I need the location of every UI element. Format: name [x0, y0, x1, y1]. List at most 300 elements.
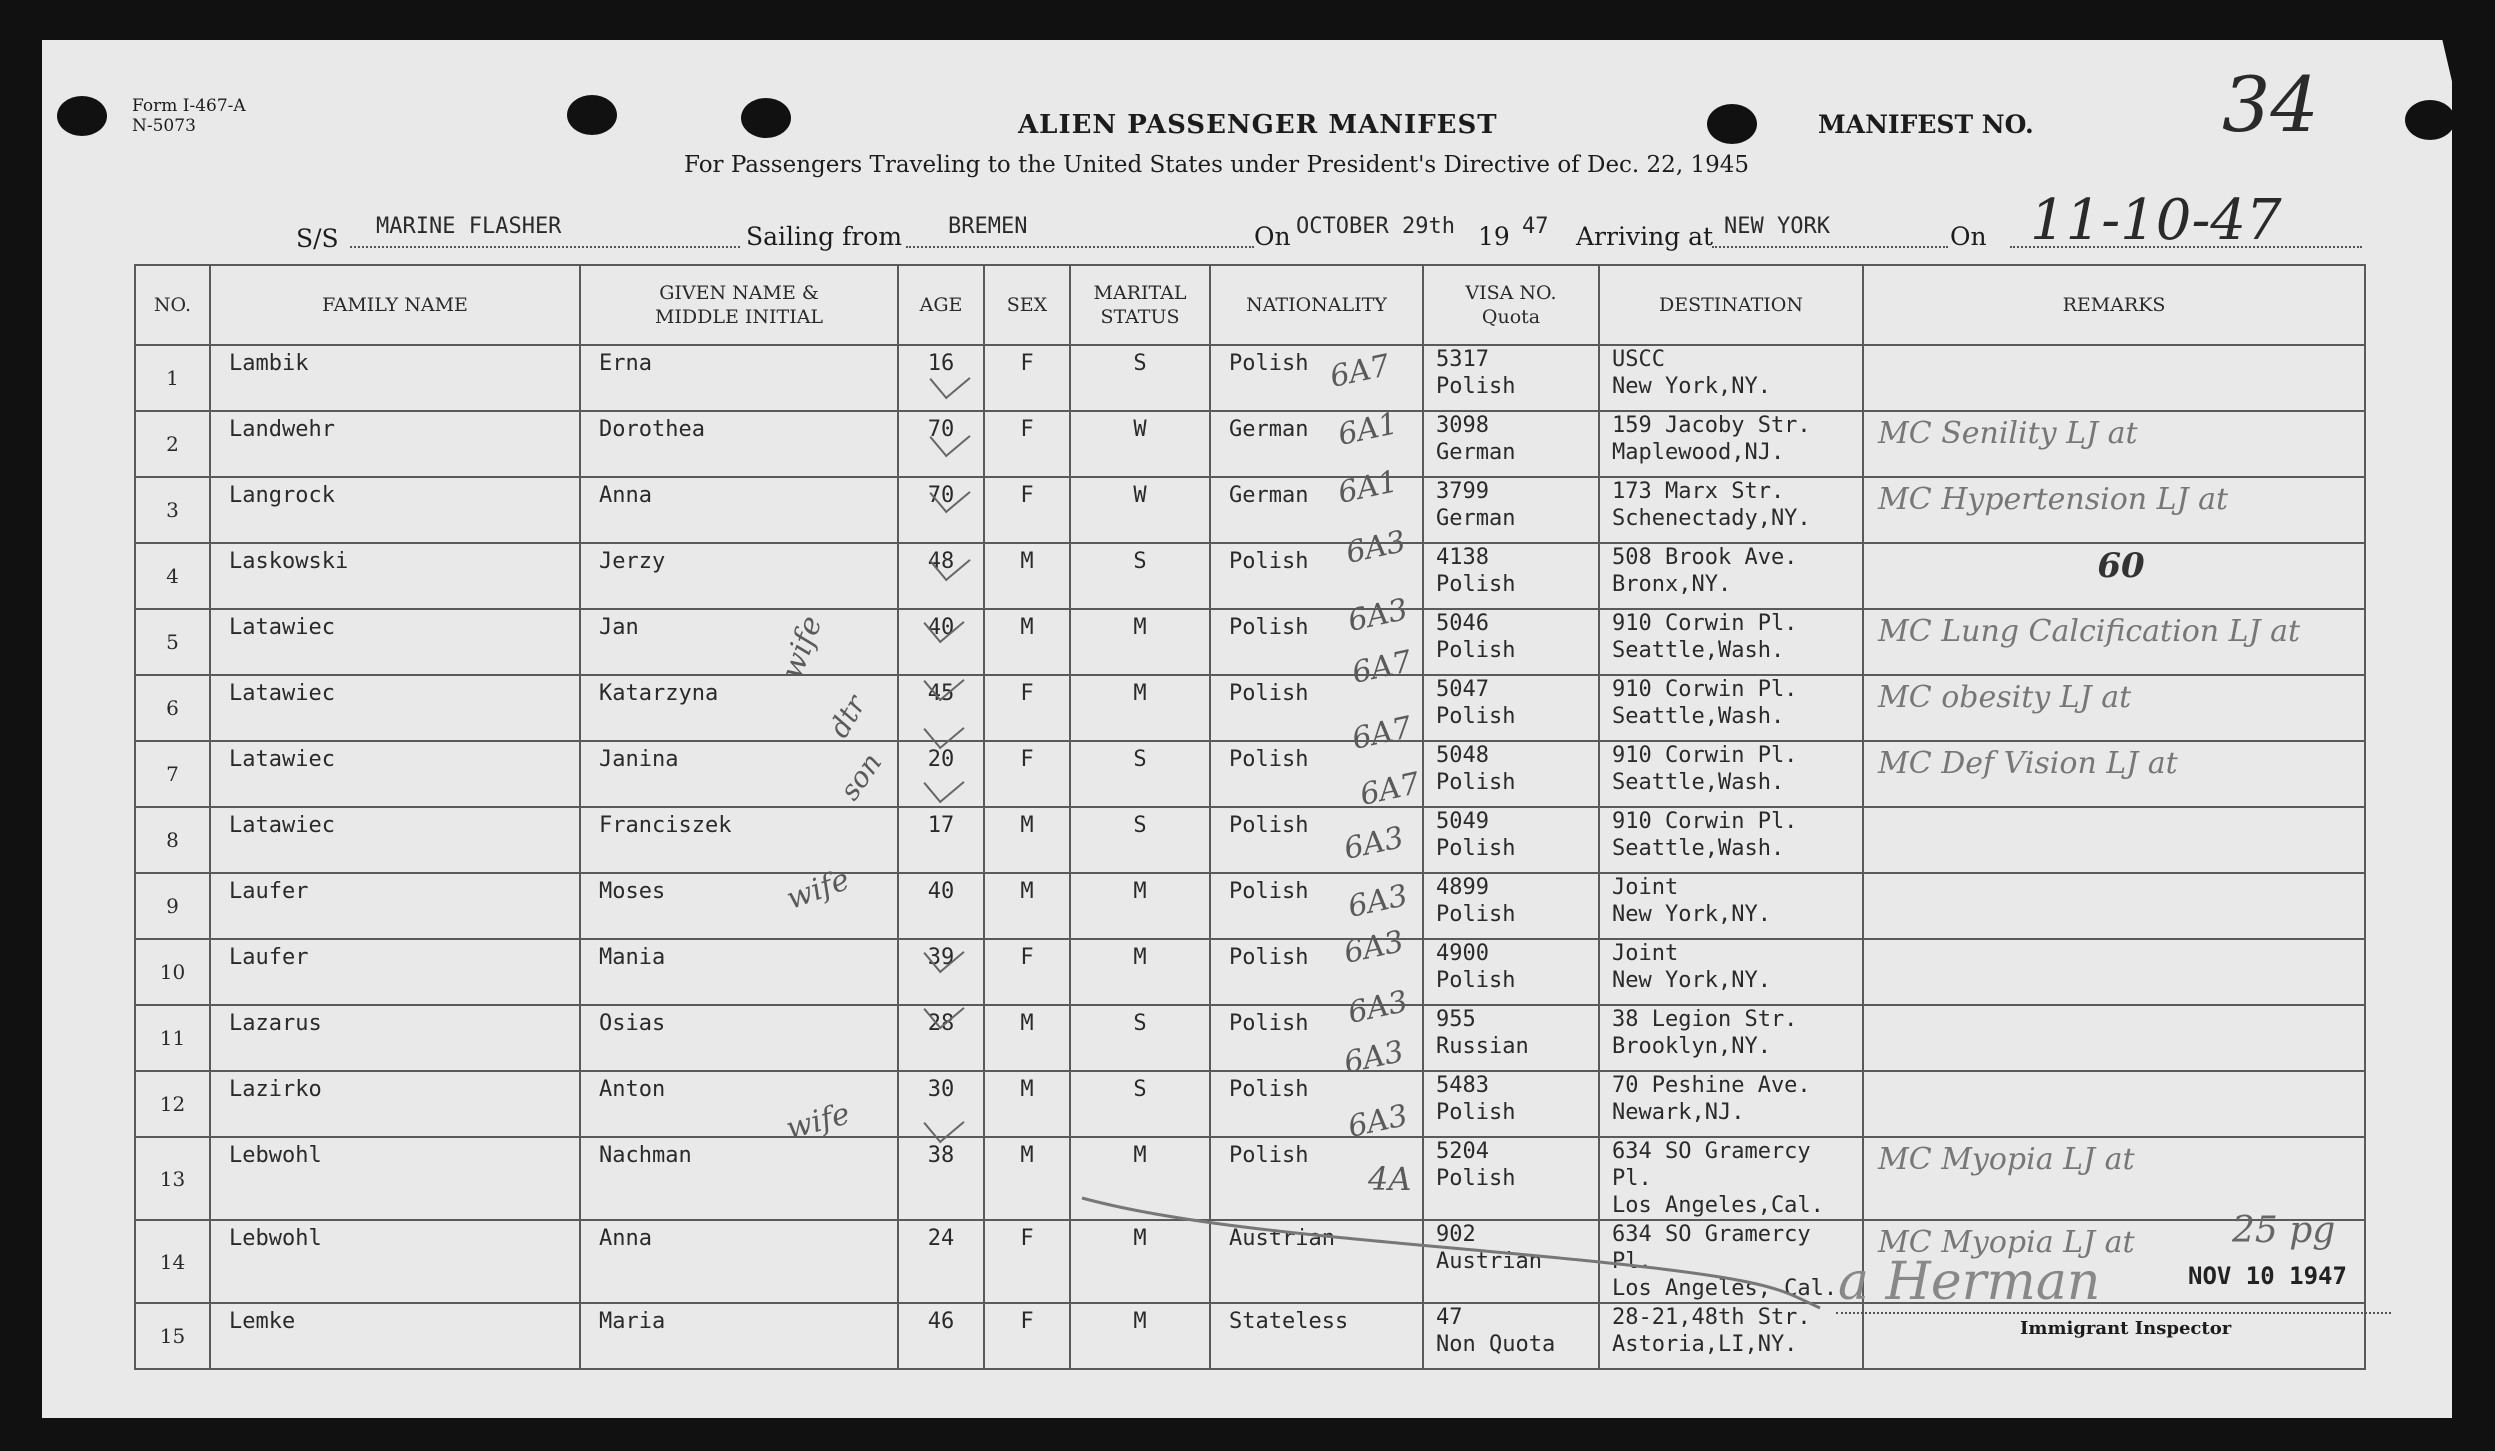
given-name: Nachman — [599, 1143, 692, 1168]
cell-marital-status — [1070, 411, 1210, 477]
visa-quota: German — [1436, 506, 1516, 531]
destination-line-1: Joint — [1612, 875, 1679, 900]
family-name: Lazirko — [229, 1077, 322, 1102]
table-row — [135, 543, 2365, 609]
cell-no — [135, 1303, 210, 1369]
cell-sex — [984, 939, 1070, 1005]
age: 16 — [927, 351, 955, 376]
destination-line-1: 508 Brook Ave. — [1612, 545, 1798, 570]
cell-age — [898, 807, 984, 873]
family-name: Lebwohl — [229, 1143, 322, 1168]
nationality: Polish — [1229, 681, 1309, 706]
age: 45 — [927, 681, 955, 706]
age: 40 — [927, 615, 955, 640]
destination-line-2: Newark,NJ. — [1612, 1100, 1745, 1125]
cell-sex — [984, 543, 1070, 609]
sailing-year: 47 — [1522, 214, 1549, 239]
family-name: Landwehr — [229, 417, 335, 442]
destination-line-2: Los Angeles, Cal. — [1612, 1276, 1838, 1301]
visa-class-mark: 6A3 — [1345, 984, 1411, 1031]
visa-quota: Polish — [1436, 638, 1516, 663]
cell-remarks — [1863, 477, 2365, 543]
cell-marital-status — [1070, 345, 1210, 411]
cell-given-name — [580, 1303, 898, 1369]
sailing-from: BREMEN — [948, 214, 1028, 239]
cell-sex — [984, 477, 1070, 543]
family-name: Latawiec — [229, 681, 335, 706]
punch-hole — [57, 96, 107, 136]
form-number: Form I-467-A — [132, 96, 246, 116]
visa-quota: German — [1436, 440, 1516, 465]
cell-marital-status — [1070, 543, 1210, 609]
cell-remarks — [1863, 873, 2365, 939]
manifest-label: MANIFEST NO. — [1818, 110, 2034, 139]
ship-name: MARINE FLASHER — [376, 214, 562, 239]
visa-number: 5049 — [1436, 809, 1489, 834]
visa-number: 902 — [1436, 1222, 1476, 1247]
arrival-underline — [2010, 246, 2362, 248]
marital-status: S — [1133, 1011, 1147, 1036]
visa-quota: Polish — [1436, 902, 1516, 927]
cell-family-name — [210, 1220, 580, 1303]
cell-family-name — [210, 609, 580, 675]
age: 30 — [927, 1077, 955, 1102]
table-row — [135, 939, 2365, 1005]
punch-hole — [2405, 100, 2455, 140]
cell-family-name — [210, 345, 580, 411]
visa-quota: Polish — [1436, 1166, 1516, 1191]
nationality: German — [1229, 483, 1309, 508]
row-number: 5 — [166, 630, 179, 654]
cell-family-name — [210, 1071, 580, 1137]
col-header-nationality: NATIONALITY — [1210, 265, 1423, 345]
nationality: Polish — [1229, 615, 1309, 640]
medical-remark: MC Def Vision LJ at — [1878, 746, 2178, 781]
row-number: 1 — [166, 366, 179, 390]
cell-visa — [1423, 477, 1599, 543]
sex: F — [1020, 351, 1034, 376]
row-number: 6 — [166, 696, 179, 720]
visa-class-mark: 6A1 — [1335, 406, 1401, 453]
row-number: 11 — [159, 1026, 186, 1050]
given-name: Franciszek — [599, 813, 732, 838]
visa-class-mark: 6A3 — [1341, 924, 1407, 971]
cell-visa — [1423, 1071, 1599, 1137]
destination-line-1: USCC — [1612, 347, 1665, 372]
family-name: Laufer — [229, 879, 309, 904]
cell-sex — [984, 1303, 1070, 1369]
arriving-at: NEW YORK — [1724, 214, 1830, 239]
visa-quota: Austrian — [1436, 1249, 1542, 1274]
cell-no — [135, 543, 210, 609]
signature-line — [1836, 1312, 2391, 1314]
visa-class-mark: 6A7 — [1357, 766, 1423, 813]
cell-family-name — [210, 477, 580, 543]
cell-family-name — [210, 675, 580, 741]
cell-given-name — [580, 609, 898, 675]
family-name: Lambik — [229, 351, 309, 376]
relation-note: dtr — [822, 689, 873, 744]
nationality: Polish — [1229, 351, 1309, 376]
family-name: Lebwohl — [229, 1226, 322, 1251]
year-prefix: 19 — [1478, 222, 1510, 251]
destination-line-1: 910 Corwin Pl. — [1612, 611, 1798, 636]
cell-visa — [1423, 741, 1599, 807]
medical-remark: MC obesity LJ at — [1878, 680, 2132, 715]
date-stamp: NOV 10 1947 — [2188, 1262, 2347, 1290]
table-row — [135, 477, 2365, 543]
given-name: Maria — [599, 1309, 666, 1334]
relation-note: wife — [781, 862, 855, 917]
cell-no — [135, 411, 210, 477]
visa-class-mark: 6A7 — [1349, 644, 1415, 691]
age: 40 — [927, 879, 955, 904]
cell-marital-status — [1070, 1005, 1210, 1071]
nationality: Polish — [1229, 1143, 1309, 1168]
nationality: Stateless — [1229, 1309, 1349, 1334]
marital-status: W — [1133, 417, 1147, 442]
medical-remark: MC Hypertension LJ at — [1878, 482, 2229, 517]
visa-class-mark: 6A3 — [1345, 878, 1411, 925]
cell-destination — [1599, 741, 1863, 807]
cell-no — [135, 609, 210, 675]
manifest-number: 34 — [2222, 60, 2319, 149]
medical-remark: MC Myopia LJ at — [1878, 1142, 2135, 1177]
cell-family-name — [210, 1005, 580, 1071]
sex: M — [1020, 1077, 1034, 1102]
cell-given-name — [580, 873, 898, 939]
sex: M — [1020, 879, 1034, 904]
visa-quota: Polish — [1436, 836, 1516, 861]
marital-status: S — [1133, 549, 1147, 574]
visa-number: 3098 — [1436, 413, 1489, 438]
cell-visa — [1423, 873, 1599, 939]
cell-given-name — [580, 411, 898, 477]
relation-note: wife — [774, 611, 830, 684]
destination-line-2: Los Angeles,Cal. — [1612, 1193, 1824, 1218]
cell-family-name — [210, 1137, 580, 1220]
cell-no — [135, 1137, 210, 1220]
marital-status: S — [1133, 813, 1147, 838]
marital-status: M — [1133, 1143, 1147, 1168]
cell-sex — [984, 1137, 1070, 1220]
visa-number: 5483 — [1436, 1073, 1489, 1098]
age: 17 — [927, 813, 955, 838]
row-number: 9 — [166, 894, 179, 918]
family-name: Latawiec — [229, 615, 335, 640]
cell-remarks — [1863, 1137, 2365, 1220]
age: 70 — [927, 417, 955, 442]
medical-remark: MC Lung Calcification LJ at — [1878, 614, 2301, 649]
nationality: Austrian — [1229, 1226, 1335, 1251]
cell-sex — [984, 675, 1070, 741]
nationality: Polish — [1229, 549, 1309, 574]
cell-family-name — [210, 1303, 580, 1369]
sex: F — [1020, 417, 1034, 442]
cell-remarks — [1863, 345, 2365, 411]
cell-visa — [1423, 675, 1599, 741]
row-number: 8 — [166, 828, 179, 852]
col-header-destination: DESTINATION — [1599, 265, 1863, 345]
cell-remarks — [1863, 609, 2365, 675]
visa-class-mark: 6A3 — [1341, 820, 1407, 867]
cell-no — [135, 741, 210, 807]
cell-remarks — [1863, 939, 2365, 1005]
cell-visa — [1423, 609, 1599, 675]
cell-sex — [984, 1005, 1070, 1071]
visa-class-mark: 6A3 — [1341, 1034, 1407, 1081]
cell-no — [135, 345, 210, 411]
table-row — [135, 741, 2365, 807]
cell-marital-status — [1070, 675, 1210, 741]
cell-marital-status — [1070, 477, 1210, 543]
visa-number: 5047 — [1436, 677, 1489, 702]
sailing-underline — [906, 246, 1254, 248]
table-row — [135, 411, 2365, 477]
cell-destination — [1599, 873, 1863, 939]
visa-class-mark: 6A3 — [1345, 592, 1411, 639]
visa-number: 5048 — [1436, 743, 1489, 768]
table-row — [135, 807, 2365, 873]
col-header-age: AGE — [898, 265, 984, 345]
visa-quota: Polish — [1436, 770, 1516, 795]
destination-line-1: 70 Peshine Ave. — [1612, 1073, 1811, 1098]
given-name: Anna — [599, 483, 652, 508]
punch-hole — [567, 95, 617, 135]
arrival-on-label: On — [1950, 222, 1987, 251]
sex: F — [1020, 681, 1034, 706]
given-name: Katarzyna — [599, 681, 719, 706]
row-number: 14 — [159, 1249, 186, 1274]
cell-visa — [1423, 939, 1599, 1005]
row-number: 10 — [159, 960, 186, 984]
visa-number: 5046 — [1436, 611, 1489, 636]
cell-destination — [1599, 1005, 1863, 1071]
destination-line-1: 159 Jacoby Str. — [1612, 413, 1811, 438]
visa-quota: Polish — [1436, 704, 1516, 729]
visa-number: 3799 — [1436, 479, 1489, 504]
marital-status: M — [1133, 1226, 1147, 1251]
cell-no — [135, 477, 210, 543]
page-count-note: 25 pg — [2232, 1210, 2336, 1251]
visa-number: 4899 — [1436, 875, 1489, 900]
cell-visa — [1423, 411, 1599, 477]
cell-age — [898, 873, 984, 939]
cell-remarks — [1863, 675, 2365, 741]
nationality: Polish — [1229, 1011, 1309, 1036]
family-name: Latawiec — [229, 747, 335, 772]
marital-status: W — [1133, 483, 1147, 508]
destination-line-1: 910 Corwin Pl. — [1612, 743, 1798, 768]
table-row — [135, 873, 2365, 939]
given-name: Jerzy — [599, 549, 666, 574]
sex: F — [1020, 1309, 1034, 1334]
visa-number: 5317 — [1436, 347, 1489, 372]
cell-destination — [1599, 939, 1863, 1005]
col-header-marital-status: MARITAL STATUS — [1070, 265, 1210, 345]
visa-quota: Polish — [1436, 572, 1516, 597]
cell-family-name — [210, 543, 580, 609]
cell-given-name — [580, 807, 898, 873]
cell-marital-status — [1070, 609, 1210, 675]
age: 46 — [927, 1309, 955, 1334]
table-row — [135, 1005, 2365, 1071]
ship-underline — [350, 246, 740, 248]
given-name: Mania — [599, 945, 666, 970]
destination-line-1: 28-21,48th Str. — [1612, 1305, 1811, 1330]
cell-destination — [1599, 1071, 1863, 1137]
age: 48 — [927, 549, 955, 574]
form-sub-number: N-5073 — [132, 116, 196, 136]
sailing-label: Sailing from — [746, 222, 903, 251]
cell-age — [898, 1220, 984, 1303]
marital-status: M — [1133, 615, 1147, 640]
given-name: Anton — [599, 1077, 666, 1102]
family-name: Lazarus — [229, 1011, 322, 1036]
row-number: 7 — [166, 762, 179, 786]
family-name: Laufer — [229, 945, 309, 970]
cell-sex — [984, 411, 1070, 477]
nationality: Polish — [1229, 879, 1309, 904]
sex: M — [1020, 615, 1034, 640]
cell-visa — [1423, 345, 1599, 411]
visa-class-mark: 6A3 — [1345, 1098, 1411, 1145]
row-number: 4 — [166, 564, 179, 588]
form-subtitle: For Passengers Traveling to the United States under President's Directive of Dec. 22, 1945 — [684, 152, 1749, 178]
visa-class-mark: 4A — [1368, 1160, 1412, 1198]
inspector-signature: a Herman — [1838, 1252, 2101, 1312]
medical-remark: MC Myopia LJ at — [1878, 1225, 2135, 1260]
cell-no — [135, 1071, 210, 1137]
destination-line-2: Astoria,LI,NY. — [1612, 1332, 1798, 1357]
cell-sex — [984, 807, 1070, 873]
cell-age — [898, 1137, 984, 1220]
age: 20 — [927, 747, 955, 772]
destination-line-2: New York,NY. — [1612, 968, 1771, 993]
sex: F — [1020, 483, 1034, 508]
inspector-label: Immigrant Inspector — [2020, 1318, 2232, 1339]
punch-hole — [741, 98, 791, 138]
age: 70 — [927, 483, 955, 508]
nationality: Polish — [1229, 1077, 1309, 1102]
row-number: 15 — [159, 1324, 186, 1348]
visa-class-mark: 6A7 — [1349, 710, 1415, 757]
visa-quota: Polish — [1436, 374, 1516, 399]
cell-marital-status — [1070, 873, 1210, 939]
given-name: Anna — [599, 1226, 652, 1251]
cell-given-name — [580, 543, 898, 609]
cell-no — [135, 1005, 210, 1071]
family-name: Langrock — [229, 483, 335, 508]
cell-destination — [1599, 477, 1863, 543]
sex: M — [1020, 1011, 1034, 1036]
sex: F — [1020, 945, 1034, 970]
cell-sex — [984, 741, 1070, 807]
sailing-on-label: On — [1254, 222, 1291, 251]
visa-number: 5204 — [1436, 1139, 1489, 1164]
marital-status: M — [1133, 879, 1147, 904]
cell-sex — [984, 1071, 1070, 1137]
given-name: Moses — [599, 879, 666, 904]
cell-no — [135, 939, 210, 1005]
row-number: 2 — [166, 432, 179, 456]
marital-status: S — [1133, 747, 1147, 772]
destination-line-2: Seattle,Wash. — [1612, 836, 1785, 861]
destination-line-1: 910 Corwin Pl. — [1612, 677, 1798, 702]
visa-quota: Polish — [1436, 968, 1516, 993]
cell-destination — [1599, 609, 1863, 675]
arriving-label: Arriving at — [1576, 222, 1714, 251]
destination-line-1: 173 Marx Str. — [1612, 479, 1785, 504]
cell-given-name — [580, 345, 898, 411]
destination-line-2: Bronx,NY. — [1612, 572, 1732, 597]
cell-remarks — [1863, 741, 2365, 807]
visa-class-mark: 6A1 — [1335, 464, 1401, 511]
cell-remarks — [1863, 1071, 2365, 1137]
col-header-no: NO. — [135, 265, 210, 345]
visa-number: 4900 — [1436, 941, 1489, 966]
destination-line-1: 38 Legion Str. — [1612, 1007, 1798, 1032]
table-row — [135, 609, 2365, 675]
cell-visa — [1423, 543, 1599, 609]
sex: M — [1020, 813, 1034, 838]
nationality: Polish — [1229, 813, 1309, 838]
cell-no — [135, 675, 210, 741]
given-name: Dorothea — [599, 417, 705, 442]
arrival-date: 11-10-47 — [2030, 188, 2282, 253]
cell-sex — [984, 345, 1070, 411]
table-header-row — [135, 265, 2365, 345]
row-number: 3 — [166, 498, 179, 522]
col-header-visa-no: VISA NO. Quota — [1423, 265, 1599, 345]
sex: F — [1020, 747, 1034, 772]
destination-line-1: Joint — [1612, 941, 1679, 966]
cell-given-name — [580, 1220, 898, 1303]
destination-line-2: Seattle,Wash. — [1612, 770, 1785, 795]
cell-marital-status — [1070, 807, 1210, 873]
sex: M — [1020, 1143, 1034, 1168]
punch-hole — [1707, 104, 1757, 144]
cell-visa — [1423, 807, 1599, 873]
visa-number: 4138 — [1436, 545, 1489, 570]
marital-status: M — [1133, 1309, 1147, 1334]
cell-destination — [1599, 675, 1863, 741]
destination-line-1: 634 SO Gramercy Pl. — [1612, 1222, 1811, 1274]
cell-sex — [984, 609, 1070, 675]
family-name: Laskowski — [229, 549, 349, 574]
cell-remarks — [1863, 1005, 2365, 1071]
col-header-sex: SEX — [984, 265, 1070, 345]
family-name: Lemke — [229, 1309, 296, 1334]
ss-label: S/S — [296, 224, 339, 253]
cell-no — [135, 873, 210, 939]
destination-line-2: Seattle,Wash. — [1612, 638, 1785, 663]
age: 24 — [927, 1226, 955, 1251]
cell-destination — [1599, 543, 1863, 609]
cell-remarks — [1863, 543, 2365, 609]
cell-given-name — [580, 1005, 898, 1071]
row-number: 12 — [159, 1092, 186, 1116]
cell-destination — [1599, 807, 1863, 873]
cell-marital-status — [1070, 741, 1210, 807]
marital-status: S — [1133, 351, 1147, 376]
table-row — [135, 1071, 2365, 1137]
col-header-remarks: REMARKS — [1863, 265, 2365, 345]
destination-line-2: New York,NY. — [1612, 374, 1771, 399]
cell-no — [135, 1220, 210, 1303]
cell-sex — [984, 1220, 1070, 1303]
destination-line-2: New York,NY. — [1612, 902, 1771, 927]
